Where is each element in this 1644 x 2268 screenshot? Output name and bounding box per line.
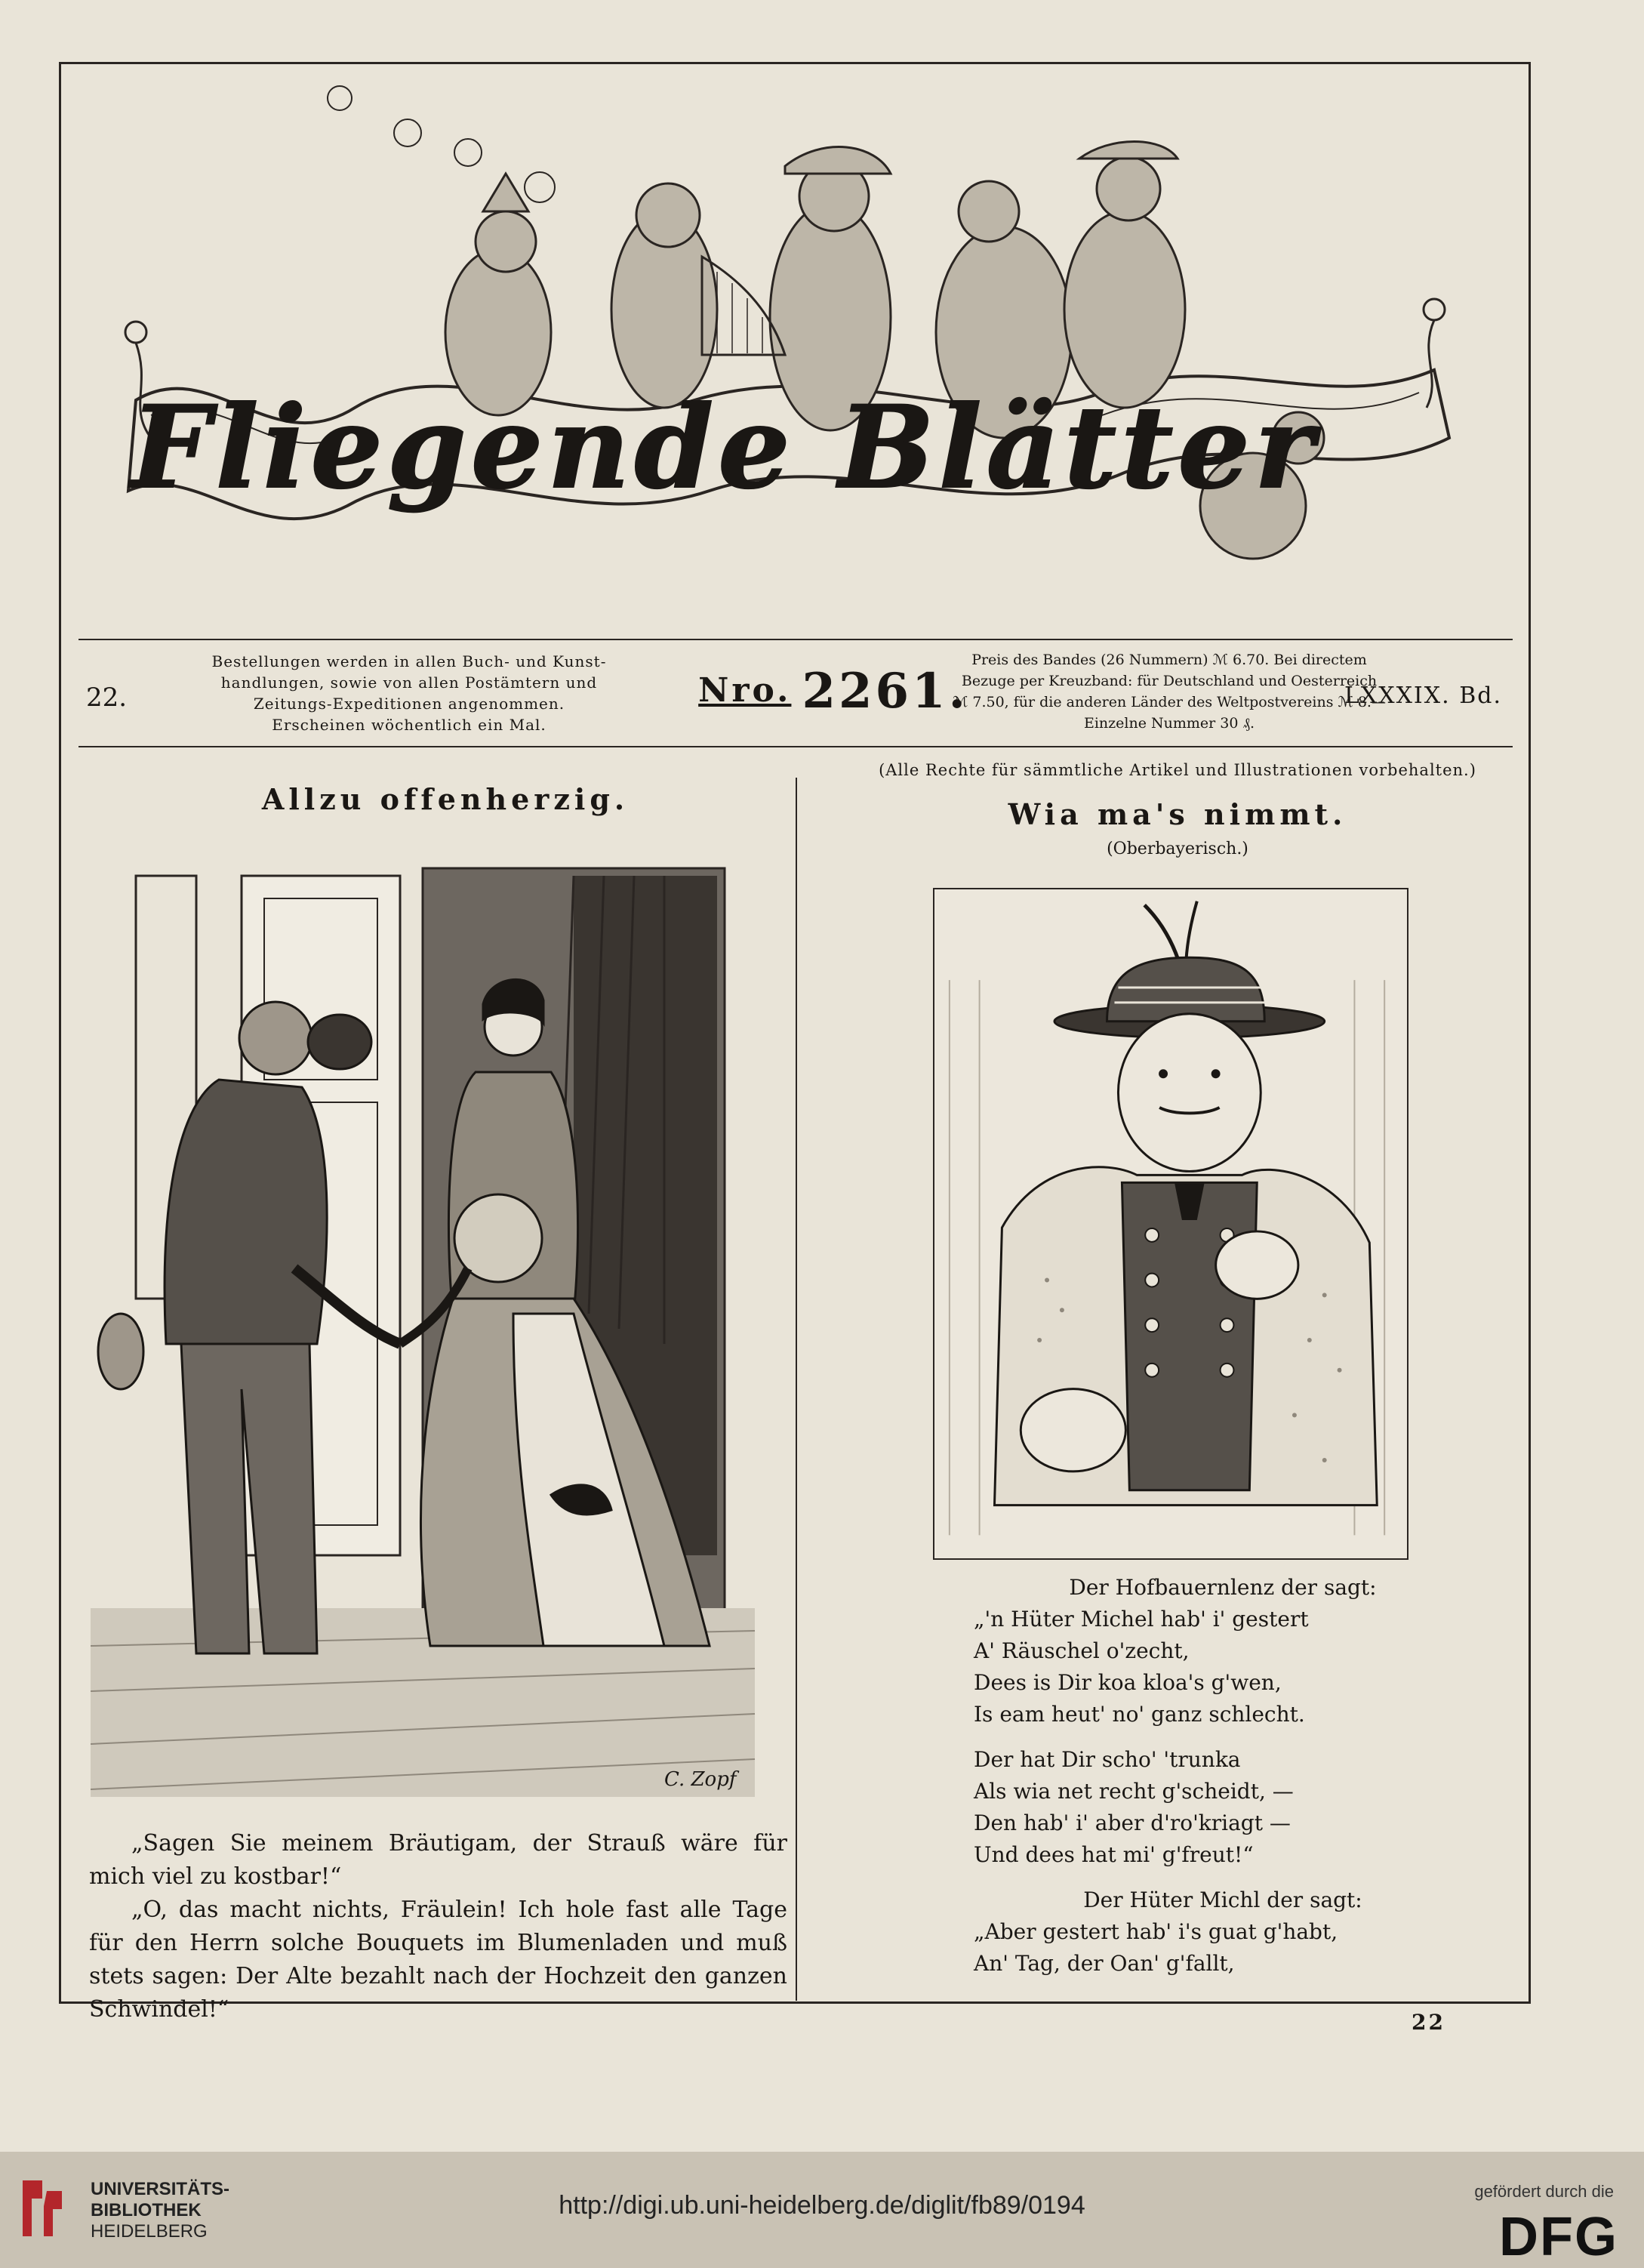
- page-number: 22: [1412, 2010, 1445, 2035]
- rights-notice: (Alle Rechte für sämmtliche Artikel und Illustrationen vorbehalten.): [879, 761, 1476, 779]
- right-story-subtitle: (Oberbayerisch.): [1107, 840, 1248, 858]
- library-name-line: HEIDELBERG: [91, 2221, 208, 2242]
- library-name-line: BIBLIOTHEK: [91, 2200, 202, 2220]
- masthead-illustration: [106, 83, 1464, 627]
- right-story-title: Wia ma's nimmt.: [1008, 797, 1347, 831]
- caption-paragraph: „Sagen Sie meinem Bräutigam, der Strauß wäre für mich viel zu kostbar!“: [89, 1830, 787, 1890]
- column-divider: [796, 778, 797, 2001]
- poem-intro: Der Hüter Michl der sagt:: [1083, 1887, 1362, 1912]
- right-story-illustration: [933, 888, 1408, 1560]
- masthead: [106, 83, 1464, 627]
- dfg-logo: DFG: [1499, 2207, 1618, 2267]
- engraving-bavarian-farmer: [934, 889, 1407, 1558]
- price-line: Preis des Bandes (26 Nummern) ℳ 6.70. Bei directem: [971, 652, 1367, 668]
- poem-line: Den hab' i' aber d'ro'kriagt —: [974, 1810, 1291, 1835]
- poem-line: Is eam heut' no' ganz schlecht.: [974, 1702, 1305, 1727]
- poem-line: A' Räuschel o'zecht,: [974, 1638, 1190, 1663]
- poem-line: Als wia net recht g'scheidt, —: [974, 1779, 1294, 1804]
- poem-line: Dees is Dir koa kloa's g'wen,: [974, 1670, 1282, 1695]
- source-url-link[interactable]: http://digi.ub.uni-heidelberg.de/diglit/fb89/0194: [559, 2191, 1085, 2220]
- volume-number: LXXXIX. Bd.: [1344, 683, 1502, 709]
- orders-line: Erscheinen wöchentlich ein Mal.: [272, 716, 546, 734]
- poem-line: „'n Hüter Michel hab' i' gestert: [974, 1607, 1309, 1632]
- issue-number-value: 2261.: [802, 663, 968, 720]
- orders-line: Bestellungen werden in allen Buch- und Kunst-: [211, 652, 607, 670]
- engraving-courier-and-bride: [91, 846, 777, 1812]
- masthead-title: Fliegende Blätter: [131, 381, 1319, 514]
- caption-paragraph: „O, das macht nichts, Fräulein! Ich hole fast alle Tage für den Herrn solche Bouquets im Blumenladen und muß stets sagen: Der Alte bezahlt nach der Hochzeit den ganzen Schwindel!“: [89, 1897, 787, 2023]
- orders-notice: [137, 651, 681, 735]
- price-line: Bezuge per Kreuzband: für Deutschland und Oesterreich: [961, 673, 1378, 689]
- price-line: ℳ 7.50, für die anderen Länder des Weltpostvereins ℳ 8.—: [953, 694, 1386, 710]
- orders-line: handlungen, sowie von allen Postämtern und: [220, 673, 598, 692]
- right-story-poem: [966, 1572, 1479, 1980]
- issue-number-prefix: Nro.: [698, 671, 792, 710]
- poem-line: An' Tag, der Oan' g'fallt,: [974, 1951, 1235, 1976]
- issue-info-bar: [79, 639, 1513, 747]
- library-name-line: UNIVERSITÄTS-: [91, 2179, 230, 2199]
- price-line: Einzelne Nummer 30 ₰.: [1083, 715, 1255, 732]
- left-story-illustration: [91, 846, 777, 1812]
- left-story-caption: [89, 1827, 787, 2026]
- issue-number-left: 22.: [86, 683, 128, 713]
- poem-intro: Der Hofbauernlenz der sagt:: [1069, 1575, 1377, 1600]
- orders-line: Zeitungs-Expeditionen angenommen.: [253, 695, 565, 713]
- poem-line: „Aber gestert hab' i's guat g'habt,: [974, 1919, 1338, 1944]
- poem-line: Und dees hat mi' g'freut!“: [974, 1842, 1254, 1867]
- funded-by-label: gefördert durch die: [1474, 2182, 1614, 2201]
- footer: [0, 2152, 1644, 2267]
- poem-line: Der hat Dir scho' 'trunka: [974, 1747, 1241, 1772]
- illustration-signature: C. Zopf: [664, 1768, 737, 1791]
- left-story-title: Allzu offenherzig.: [261, 782, 630, 816]
